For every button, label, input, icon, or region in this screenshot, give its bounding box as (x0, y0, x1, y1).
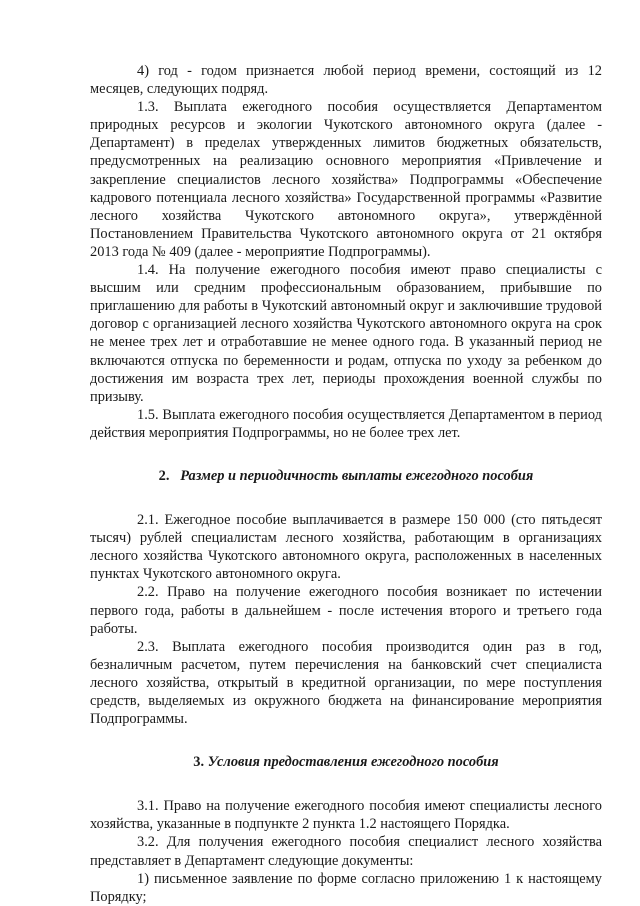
section-3-heading (90, 753, 602, 771)
section-2-heading (90, 467, 602, 485)
paragraph-3-1: 3.1. Право на получение ежегодного пособия имеют специалисты лесного хозяйства, указанные в подпункте 2 пункта 1.2 настоящего Порядка. (90, 798, 602, 833)
paragraph-2-2: 2.2. Право на получение ежегодного пособия возникает по истечении первого года, работы в дальнейшем - после истечения второго и третьего года работы. (90, 584, 602, 637)
section-3-title: Условия предоставления ежегодного пособия (207, 754, 499, 771)
paragraph-1-4: 1.4. На получение ежегодного пособия имеют право специалисты с высшим или средним профессиональным образованием, прибывшие по приглашению для работы в Чукотский автономный округ и заключившие трудовой договор с организацией лесного хозяйства Чукотского автономного округа на срок не менее трех лет и отработавшие не менее одного года. В указанный период не включаются отпуска по беременности и родам, отпуска по уходу за ребенком до достижения им возраста трех лет, периоды прохождения военной службы по призыву. (90, 262, 602, 405)
section-3-number: 3. (193, 754, 205, 771)
paragraph-3-2-1: 1) письменное заявление по форме согласно приложению 1 к настоящему Порядку; (90, 870, 602, 905)
section-2-number: 2. (158, 467, 170, 484)
paragraph-3-2: 3.2. Для получения ежегодного пособия специалист лесного хозяйства представляет в Департамент следующие документы: (90, 834, 602, 869)
paragraph-1-5: 1.5. Выплата ежегодного пособия осуществляется Департаментом в период действия мероприятия Подпрограммы, но не более трех лет. (90, 406, 602, 441)
section-2-title: Размер и периодичность выплаты ежегодного пособия (180, 467, 534, 484)
paragraph-2-1: 2.1. Ежегодное пособие выплачивается в размере 150 000 (сто пятьдесят тысяч) рублей специалистам лесного хозяйства, работающим в организациях лесного хозяйства Чукотского автономного округа, расположенных в населенных пунктах Чукотского автономного округа. (90, 512, 602, 583)
document-body (90, 62, 602, 906)
paragraph-2-3: 2.3. Выплата ежегодного пособия производится один раз в год, безналичным расчетом, путем перечисления на банковский счет специалиста лесного хозяйства, открытый в кредитной организации, по мере поступления средств, выделяемых из окружного бюджета на финансирование мероприятия Подпрограммы. (90, 638, 602, 728)
paragraph-1-2-4: 4) год - годом признается любой период времени, состоящий из 12 месяцев, следующих подряд. (90, 63, 602, 98)
paragraph-1-3: 1.3. Выплата ежегодного пособия осуществляется Департаментом природных ресурсов и экологии Чукотского автономного округа (далее - Департамент) в пределах утвержденных лимитов бюджетных обязательств, предусмотренных на реализацию основного мероприятия «Привлечение и закрепление специалистов лесного хозяйства» Подпрограммы «Обеспечение кадрового потенциала лесного хозяйства» Государственной программы «Развитие лесного хозяйства Чукотского автономного округа», утверждённой Постановлением Правительства Чукотского автономного округа от 21 октября 2013 года № 409 (далее - мероприятие Подпрограммы). (90, 99, 602, 260)
